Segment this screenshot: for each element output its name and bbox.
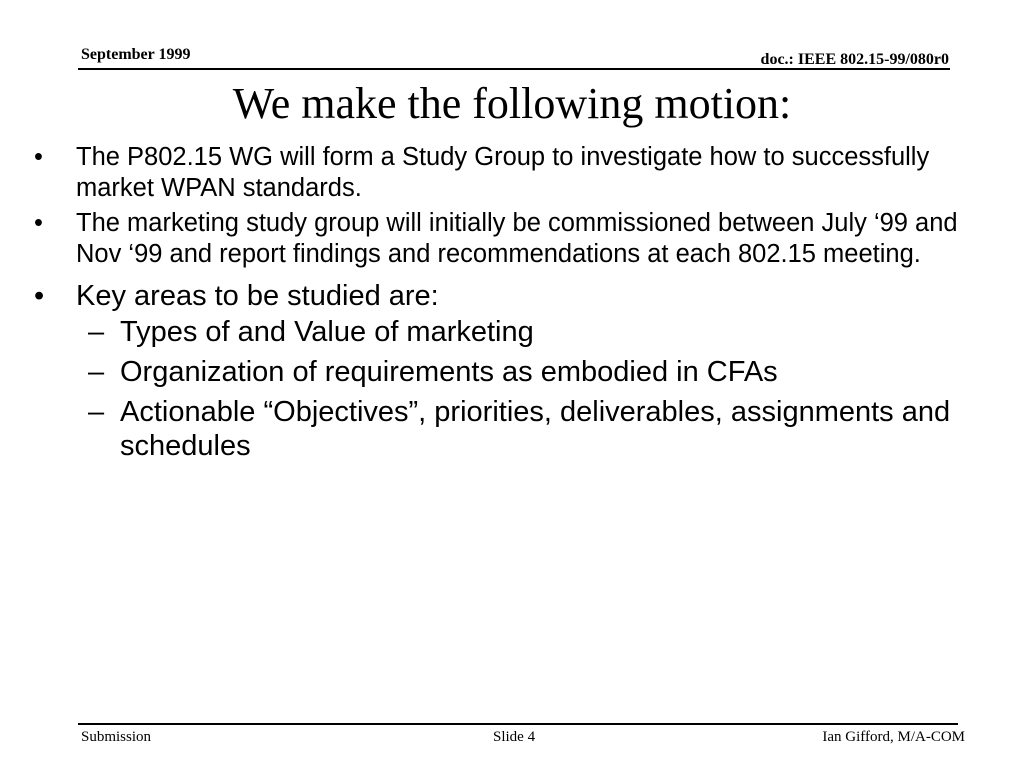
sub-bullet-item <box>34 395 1004 463</box>
slide-content <box>34 142 1004 469</box>
bullet-text: The P802.15 WG will form a Study Group to investigate how to successfully market WPAN standards. <box>76 143 930 202</box>
sub-bullet-text: Types of and Value of marketing <box>120 316 534 348</box>
sub-bullet-item <box>34 315 1004 349</box>
bullet-item <box>34 142 1004 204</box>
footer-rule <box>78 723 958 725</box>
header-date: September 1999 <box>81 46 191 63</box>
footer-submission: Submission <box>81 729 152 745</box>
bullet-marker: • <box>34 209 43 237</box>
bullet-item <box>34 208 1004 270</box>
header-rule <box>78 68 950 70</box>
bullet-text: Key areas to be studied are: <box>76 280 439 312</box>
header-doc-id: doc.: IEEE 802.15-99/080r0 <box>760 51 949 68</box>
sub-bullet-text: Organization of requirements as embodied in CFAs <box>120 356 778 388</box>
dash-marker: – <box>88 316 105 348</box>
bullet-marker: • <box>34 280 45 312</box>
bullet-text: The marketing study group will initially be commissioned between July ‘99 and Nov ‘99 and report findings and recommendations at each 802.15 meeting. <box>76 209 958 268</box>
bullet-item <box>34 278 1004 314</box>
slide-title: We make the following motion: <box>232 79 792 128</box>
footer-author: Ian Gifford, M/A-COM <box>822 729 965 745</box>
sub-bullet-text: Actionable “Objectives”, priorities, deliverables, assignments and schedules <box>120 396 951 462</box>
dash-marker: – <box>88 356 105 388</box>
bullet-marker: • <box>34 143 43 171</box>
footer-slide-number: Slide 4 <box>493 729 536 745</box>
sub-bullet-item <box>34 355 1004 389</box>
dash-marker: – <box>88 396 105 428</box>
